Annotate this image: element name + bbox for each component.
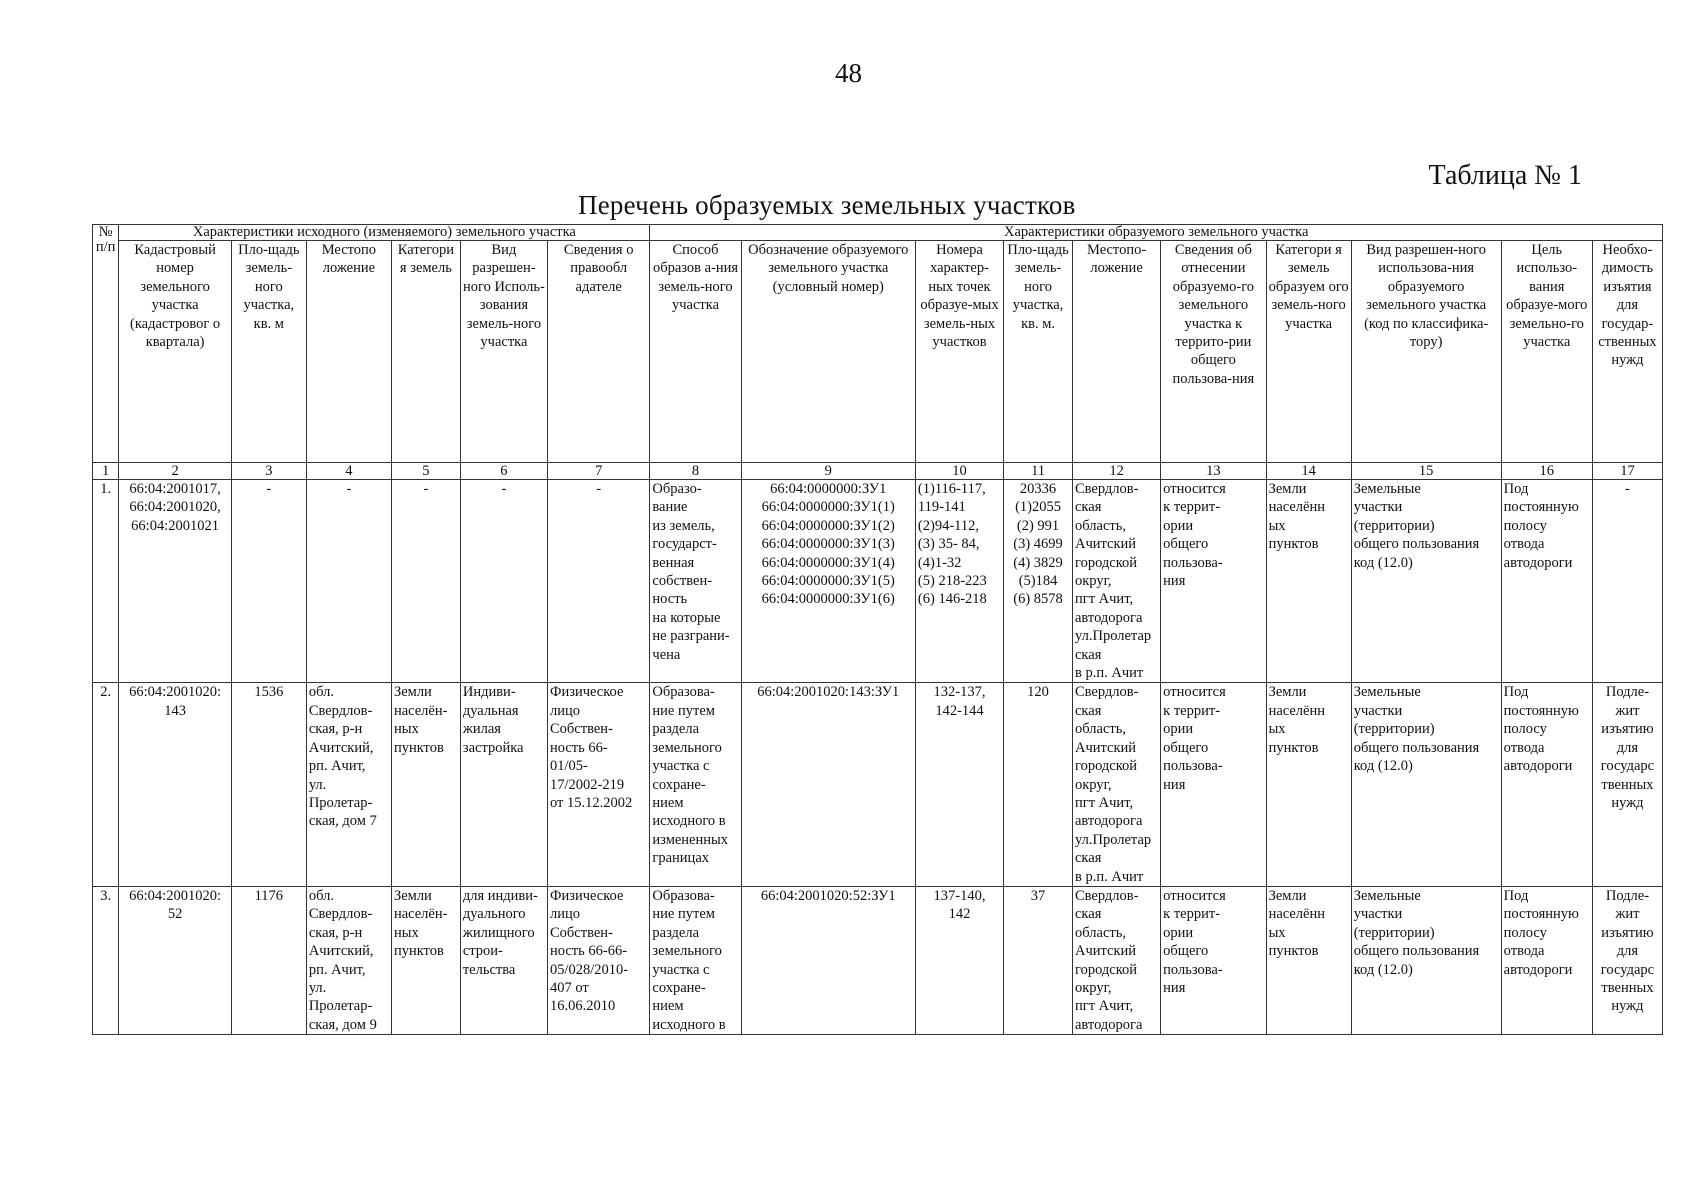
- cell-method: Образо- вание из земель, государст- венная собствен- ность на которые не разграни- чена: [650, 480, 741, 683]
- column-header: Сведения об отнесении образуемо-го земельного участка к террито-рии общего пользова-ния: [1161, 241, 1266, 463]
- cell-owner: Физическое лицо Собствен- ность 66- 01/05- 17/2002-219 от 15.12.2002: [548, 683, 650, 886]
- cell-purpose: Под постоянную полосу отвода автодороги: [1501, 683, 1592, 886]
- column-header: Номера характер-ных точек образуе-мых земель-ных участков: [915, 241, 1003, 463]
- cell-designation: 66:04:2001020:52:ЗУ1: [741, 886, 915, 1034]
- cell-no: 3.: [93, 886, 119, 1034]
- column-number: 3: [231, 463, 306, 480]
- cell-area: -: [231, 480, 306, 683]
- column-header: Сведения о правообл адателе: [548, 241, 650, 463]
- column-number: 15: [1351, 463, 1501, 480]
- table-row: [93, 683, 1663, 886]
- column-number: 11: [1004, 463, 1073, 480]
- cell-purpose: Под постоянную полосу отвода автодороги: [1501, 886, 1592, 1034]
- column-header: Пло-щадь земель-ного участка, кв. м: [231, 241, 306, 463]
- column-number: 12: [1073, 463, 1161, 480]
- cell-points: (1)116-117, 119-141 (2)94-112, (3) 35- 84, (4)1-32 (5) 218-223 (6) 146-218: [915, 480, 1003, 683]
- cell-use: Индиви- дуальная жилая застройка: [460, 683, 547, 886]
- cell-seizure: -: [1592, 480, 1662, 683]
- cell-designation: 66:04:0000000:ЗУ1 66:04:0000000:ЗУ1(1) 66:04:0000000:ЗУ1(2) 66:04:0000000:ЗУ1(3) 66:04:0000000:ЗУ1(4) 66:04:0000000:ЗУ1(5) 66:04:0000000:ЗУ1(6): [741, 480, 915, 683]
- cell-new-location: Свердлов- ская область, Ачитский городской округ, пгт Ачит, автодорога ул.Пролетар ская в р.п. Ачит: [1073, 683, 1161, 886]
- column-header: Категори я земель: [391, 241, 460, 463]
- cell-area: 1536: [231, 683, 306, 886]
- header-source-group: Характеристики исходного (изменяемого) земельного участка: [119, 225, 650, 241]
- cell-cadastral: 66:04:2001017, 66:04:2001020, 66:04:2001021: [119, 480, 231, 683]
- cell-area: 1176: [231, 886, 306, 1034]
- column-number: 4: [306, 463, 391, 480]
- cell-location: обл. Свердлов- ская, р-н Ачитский, рп. Ачит, ул. Пролетар- ская, дом 9: [306, 886, 391, 1034]
- cell-category: Земли населён- ных пунктов: [391, 683, 460, 886]
- column-number: 8: [650, 463, 741, 480]
- cell-points: 132-137, 142-144: [915, 683, 1003, 886]
- cell-public: относится к террит- ории общего пользова- ния: [1161, 886, 1266, 1034]
- column-number: 17: [1592, 463, 1662, 480]
- cell-method: Образова- ние путем раздела земельного участка с сохране- нием исходного в: [650, 886, 741, 1034]
- column-header: Цель использо-вания образуе-мого земельно-го участка: [1501, 241, 1592, 463]
- cell-new-area: 120: [1004, 683, 1073, 886]
- column-number: 2: [119, 463, 231, 480]
- column-number: 5: [391, 463, 460, 480]
- column-number: 13: [1161, 463, 1266, 480]
- cell-purpose: Под постоянную полосу отвода автодороги: [1501, 480, 1592, 683]
- column-number: 14: [1266, 463, 1351, 480]
- cell-category: -: [391, 480, 460, 683]
- cell-location: обл. Свердлов- ская, р-н Ачитский, рп. Ачит, ул. Пролетар- ская, дом 7: [306, 683, 391, 886]
- column-numbers-row: [93, 463, 1663, 480]
- cell-new-location: Свердлов- ская область, Ачитский городской округ, пгт Ачит, автодорога: [1073, 886, 1161, 1034]
- cell-category: Земли населён- ных пунктов: [391, 886, 460, 1034]
- table-label: Таблица № 1: [1428, 160, 1582, 191]
- cell-new-category: Земли населённ ых пунктов: [1266, 480, 1351, 683]
- cell-use: -: [460, 480, 547, 683]
- header-no: № п/п: [93, 225, 119, 463]
- header-formed-group: Характеристики образуемого земельного участка: [650, 225, 1663, 241]
- column-header: Местопо-ложение: [1073, 241, 1161, 463]
- cell-permitted-use: Земельные участки (территории) общего пользования код (12.0): [1351, 886, 1501, 1034]
- cell-no: 1.: [93, 480, 119, 683]
- cell-owner: -: [548, 480, 650, 683]
- column-number: 7: [548, 463, 650, 480]
- cell-new-category: Земли населённ ых пунктов: [1266, 886, 1351, 1034]
- cell-cadastral: 66:04:2001020: 143: [119, 683, 231, 886]
- cell-location: -: [306, 480, 391, 683]
- column-number: 10: [915, 463, 1003, 480]
- cell-public: относится к террит- ории общего пользова- ния: [1161, 683, 1266, 886]
- cell-permitted-use: Земельные участки (территории) общего пользования код (12.0): [1351, 480, 1501, 683]
- column-header: Категори я земель образуем ого земель-ного участка: [1266, 241, 1351, 463]
- cell-designation: 66:04:2001020:143:ЗУ1: [741, 683, 915, 886]
- cell-method: Образова- ние путем раздела земельного участка с сохране- нием исходного в измененных границах: [650, 683, 741, 886]
- column-number: 6: [460, 463, 547, 480]
- cell-new-category: Земли населённ ых пунктов: [1266, 683, 1351, 886]
- column-header: Кадастровый номер земельного участка (кадастровог о квартала): [119, 241, 231, 463]
- cell-seizure: Подле- жит изъятию для государс твенных нужд: [1592, 683, 1662, 886]
- column-header: Обозначение образуемого земельного участка (условный номер): [741, 241, 915, 463]
- cell-public: относится к террит- ории общего пользова- ния: [1161, 480, 1266, 683]
- page-number: 48: [835, 58, 862, 88]
- table-title: Перечень образуемых земельных участков: [578, 190, 1076, 220]
- column-number: 1: [93, 463, 119, 480]
- cell-points: 137-140, 142: [915, 886, 1003, 1034]
- cell-owner: Физическое лицо Собствен- ность 66-66- 05/028/2010- 407 от 16.06.2010: [548, 886, 650, 1034]
- column-header: Способ образов а-ния земель-ного участка: [650, 241, 741, 463]
- column-header: Необхо-димость изъятия для государ-ственных нужд: [1592, 241, 1662, 463]
- cell-new-area: 37: [1004, 886, 1073, 1034]
- land-plots-table: [92, 224, 1663, 1035]
- cell-cadastral: 66:04:2001020: 52: [119, 886, 231, 1034]
- column-header: Вид разрешен-ного Исполь-зования земель-ного участка: [460, 241, 547, 463]
- column-header: Местопо ложение: [306, 241, 391, 463]
- table-row: [93, 886, 1663, 1034]
- column-number: 16: [1501, 463, 1592, 480]
- column-header: Вид разрешен-ного использова-ния образуемого земельного участка (код по классифика-тору): [1351, 241, 1501, 463]
- column-number: 9: [741, 463, 915, 480]
- cell-use: для индиви- дуального жилищного строи- тельства: [460, 886, 547, 1034]
- cell-seizure: Подле- жит изъятию для государс твенных нужд: [1592, 886, 1662, 1034]
- column-header: Пло-щадь земель-ного участка, кв. м.: [1004, 241, 1073, 463]
- cell-new-location: Свердлов- ская область, Ачитский городской округ, пгт Ачит, автодорога ул.Пролетар ская в р.п. Ачит: [1073, 480, 1161, 683]
- cell-new-area: 20336 (1)2055 (2) 991 (3) 4699 (4) 3829 (5)184 (6) 8578: [1004, 480, 1073, 683]
- cell-permitted-use: Земельные участки (территории) общего пользования код (12.0): [1351, 683, 1501, 886]
- cell-no: 2.: [93, 683, 119, 886]
- table-row: [93, 480, 1663, 683]
- land-plots-table-wrapper: [92, 224, 1663, 1035]
